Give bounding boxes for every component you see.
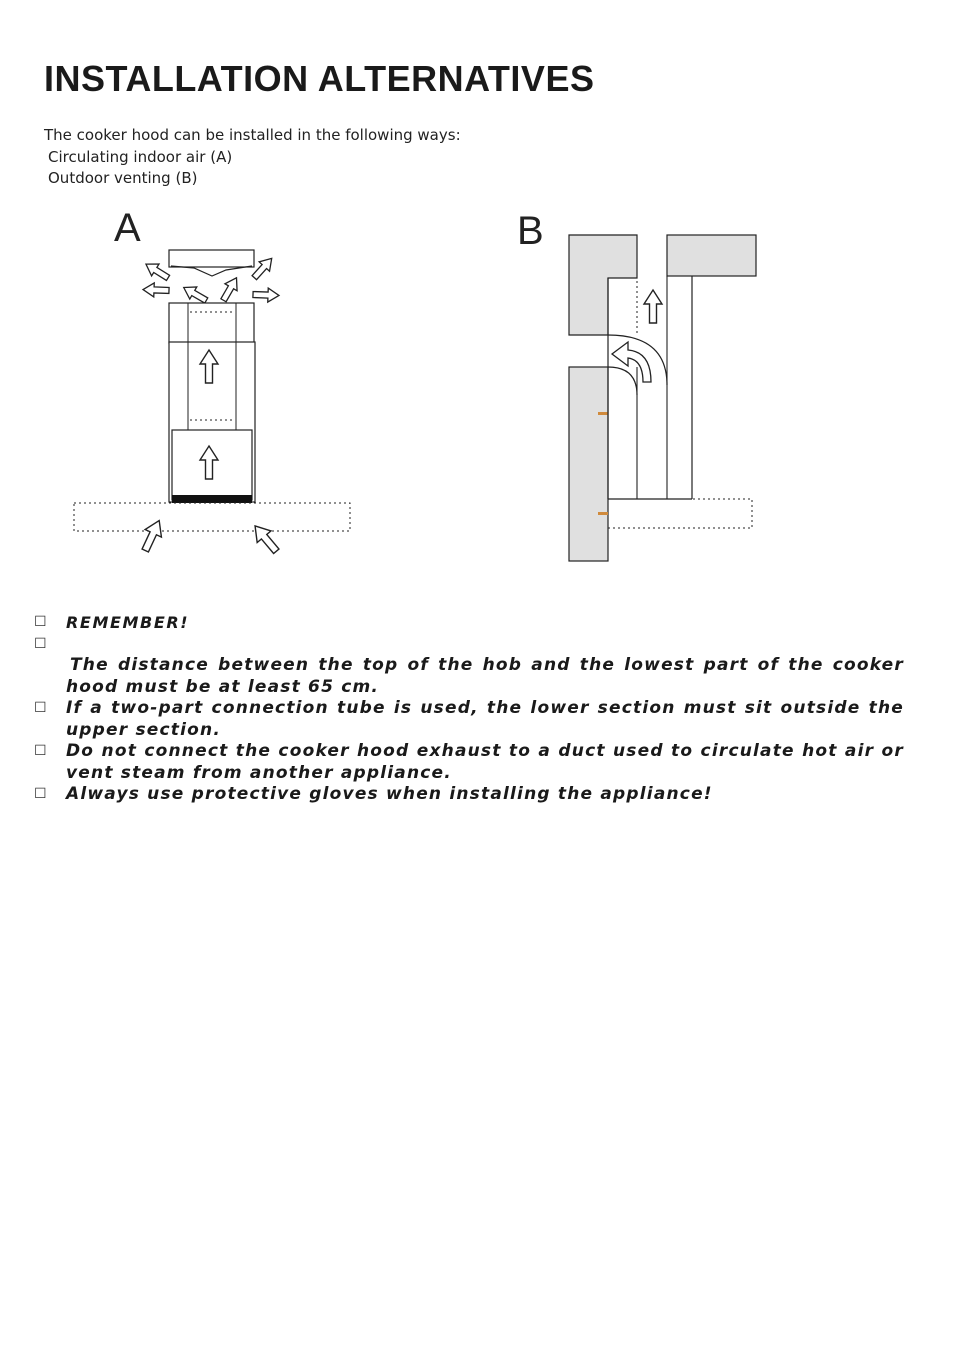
note-exhaust-duct: Do not connect the cooker hood exhaust to a duct used to circulate hot air or vent steam from another appliance. (66, 741, 904, 783)
checkbox-icon: ☐ (34, 635, 48, 652)
page-title: INSTALLATION ALTERNATIVES (44, 58, 595, 99)
upper-chimney (169, 303, 254, 343)
hob-outline (608, 499, 752, 528)
curved-arrow-icon (612, 342, 651, 382)
inlet-arrow-icon (137, 517, 167, 555)
note-gloves: Always use protective gloves when installing the appliance! (66, 784, 713, 804)
remember-heading: REMEMBER! (66, 613, 190, 632)
note-distance: The distance between the top of the hob and the lowest part of the cooker hood must be at least 65 cm. (66, 655, 904, 697)
list-item (34, 634, 904, 656)
outlet-arrows (142, 254, 279, 307)
note-two-part-tube: If a two-part connection tube is used, the lower section must sit outside the upper section. (66, 698, 904, 740)
checkbox-icon: ☐ (34, 700, 48, 716)
diagram-b-label: B (517, 209, 544, 253)
checkbox-icon: ☐ (34, 614, 48, 630)
diagram-b-outdoor-venting (517, 209, 756, 561)
list-item (34, 655, 904, 698)
intro-lead: The cooker hood can be installed in the following ways: (44, 126, 461, 144)
intro-text (44, 125, 461, 190)
wall-upper-left (569, 235, 637, 335)
top-deflector (169, 250, 254, 276)
inlet-arrow-icon (248, 520, 283, 557)
screw-icon (598, 512, 608, 515)
up-arrow-icon (644, 290, 662, 323)
checkbox-icon: ☐ (34, 786, 48, 802)
hob-outline (74, 503, 350, 531)
diagram-a-circulating (74, 206, 350, 557)
remember-notes (34, 612, 904, 806)
option-outdoor-venting: Outdoor venting (B) (48, 169, 198, 187)
option-circulating: Circulating indoor air (A) (48, 147, 233, 166)
up-arrow-icon (200, 350, 218, 383)
screw-icon (598, 412, 608, 415)
hood-body (172, 430, 252, 503)
up-arrow-icon (200, 446, 218, 479)
ceiling-right (667, 235, 756, 276)
wall-lower-left (569, 367, 608, 561)
list-item (34, 612, 904, 634)
checkbox-icon: ☐ (34, 743, 48, 759)
diagram-a-label: A (114, 206, 141, 250)
list-item (34, 784, 904, 806)
lower-chimney (169, 342, 255, 502)
list-item (34, 698, 904, 741)
list-item (34, 741, 904, 784)
